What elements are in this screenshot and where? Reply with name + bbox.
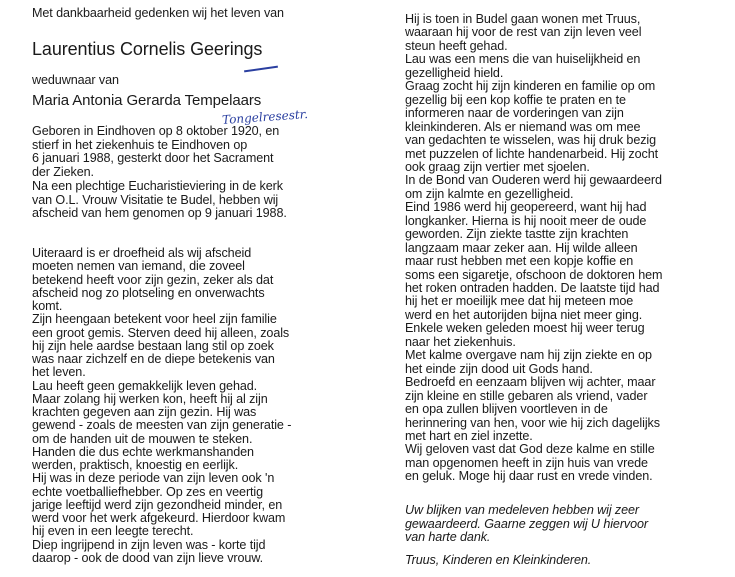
text-line: 6 januari 1988, gesterkt door het Sacrament [32, 151, 274, 166]
text-line: het leven. [32, 365, 86, 380]
text-line: daarop - ook de dood van zijn lieve vrouw. [32, 550, 264, 565]
text-line: van harte dank. [405, 530, 491, 544]
signature: Truus, Kinderen en Kleinkinderen. [405, 553, 592, 567]
text-line: met puzzelen of lichte handenarbeid. Hij zocht [405, 146, 659, 161]
text-line: hij even in een leegte terecht. [32, 524, 194, 539]
text-line: Diep ingrijpend in zijn leven was - korte tijd [32, 537, 266, 552]
spouse-name: Maria Antonia Gerarda Tempelaars [32, 92, 262, 109]
text-line: werden, praktisch, knoestig en eerlijk. [32, 458, 239, 472]
text-line: om zijn kalmte en gezelligheid. [405, 186, 574, 201]
text-line: zijn kleine en stille gebaren als vriend, vader [405, 388, 648, 403]
handwritten-note: Tongelresestr. [221, 107, 309, 127]
text-line: Maar zolang hij werken kon, heeft hij al zijn [32, 391, 268, 406]
text-line: gewend - zoals de meesten van zijn generatie - [32, 418, 292, 433]
text-line: Geboren in Eindhoven op 8 oktober 1920, en [32, 124, 280, 138]
widower-label: weduwnaar van [32, 73, 119, 87]
text-line: geworden. Zijn ziekte tastte zijn krachten [405, 227, 629, 242]
text-line: met hart en ziel inzette. [405, 428, 533, 443]
text-line: langzaam maar zeker aan. Hij wilde alleen [405, 240, 638, 255]
text-line: man opgenomen heeft in zijn huis van vrede [405, 455, 648, 470]
text-line: gezellig bij een kop koffie te praten en te [405, 92, 626, 107]
text-line: van gedachten te wisselen, was hij druk bezig [405, 133, 657, 148]
text-line: In de Bond van Ouderen werd hij gewaardeerd [405, 173, 662, 188]
text-line: herinnering van hen, voor wie hij zich dagelijks [405, 415, 660, 430]
text-line: Zijn heengaan betekent voor heel zijn familie [32, 312, 277, 327]
text-line: gewaardeerd. Gaarne zeggen wij U hiervoor [405, 516, 649, 531]
text-line: Wij geloven vast dat God deze kalme en stille [405, 442, 655, 457]
text-line: der Zieken. [32, 165, 94, 180]
text-line: jarige leeftijd werd zijn gezondheid minder, en [32, 497, 283, 512]
text-line: Na een plechtige Eucharistieviering in de kerk [32, 178, 283, 193]
text-line: informeren naar de vorderingen van zijn [405, 106, 624, 121]
ink-mark [244, 66, 278, 73]
text-line: Handen die dus echte werkmanshanden [32, 444, 254, 459]
text-line: van O.L. Vrouw Visitatie te Budel, hebben wij [32, 192, 279, 207]
intro-text: Met dankbaarheid gedenken wij het leven van [32, 6, 284, 20]
text-line: Lau was een mens die van huiselijkheid en [405, 52, 641, 67]
text-line: Graag zocht hij zijn kinderen en familie op om [405, 79, 656, 94]
text-line: het roken ontraden hadden. De laatste tijd had [405, 281, 660, 295]
text-line: longkanker. Hierna is hij nooit meer de oude [405, 213, 647, 228]
text-line: was naar zichzelf en de diepe betekenis van [32, 352, 275, 366]
text-line: Uw blijken van medeleven hebben wij zeer [405, 503, 640, 517]
text-line: hij zijn hele aardse bestaan lang stil op zoek [32, 338, 274, 353]
text-line: steun heeft gehad. [405, 38, 508, 53]
text-line: Hij was in deze periode van zijn leven ook 'n [32, 471, 275, 486]
text-line: gezelligheid hield. [405, 65, 504, 80]
text-line: betekend heeft voor zijn gezin, zeker als dat [32, 272, 274, 287]
text-line: afscheid van hem genomen op 9 januari 1988. [32, 206, 287, 221]
text-line: en opa zullen blijven voortleven in de [405, 402, 608, 417]
text-line: Enkele weken geleden moest hij weer terug [405, 321, 645, 336]
text-line: komt. [32, 299, 63, 313]
text-line: ook graag zijn vertier met sjoelen. [405, 159, 590, 174]
text-line: Uiteraard is er droefheid als wij afscheid [32, 246, 252, 260]
text-line: kleinkinderen. Als er niemand was om mee [405, 119, 641, 134]
text-line: Lau heeft geen gemakkelijk leven gehad. [32, 378, 258, 393]
text-line: hij het er moeilijk mee dat hij meteen moe [405, 294, 634, 309]
text-line: afscheid nog zo plotseling en onverwachts [32, 285, 265, 300]
text-line: het einde zijn dood uit Gods hand. [405, 361, 593, 376]
text-line: Met kalme overgave nam hij zijn ziekte en op [405, 348, 652, 363]
text-line: Bedroefd en eenzaam blijven wij achter, maar [405, 375, 656, 390]
text-line: om de handen uit de mouwen te steken. [32, 431, 253, 446]
text-line: waaraan hij voor de rest van zijn leven veel [405, 25, 642, 40]
text-line: Hij is toen in Budel gaan wonen met Truus, [405, 12, 641, 26]
text-line: moeten nemen van iemand, die zoveel [32, 259, 245, 274]
text-line: stierf in het ziekenhuis te Eindhoven op [32, 137, 248, 152]
text-line: maar rust hebben met een kopje koffie en [405, 254, 634, 269]
deceased-name: Laurentius Cornelis Geerings [32, 39, 263, 59]
text-line: en geluk. Moge hij daar rust en vrede vinden. [405, 469, 653, 484]
text-line: werd en het autorijden bijna niet meer ging. [405, 307, 643, 322]
text-line: een groot gemis. Sterven deed hij alleen, zoals [32, 325, 290, 340]
text-line: soms een sigaretje, ofschoon de doktoren hem [405, 267, 663, 282]
text-line: naar het ziekenhuis. [405, 334, 516, 349]
text-line: Eind 1986 werd hij geopereerd, want hij had [405, 200, 647, 215]
text-line: krachten gegeven aan zijn gezin. Hij was [32, 405, 257, 419]
text-line: echte voetballiefhebber. Op zes en veertig [32, 484, 264, 499]
text-line: werd voor het werk afgekeurd. Hierdoor kwam [32, 511, 286, 525]
